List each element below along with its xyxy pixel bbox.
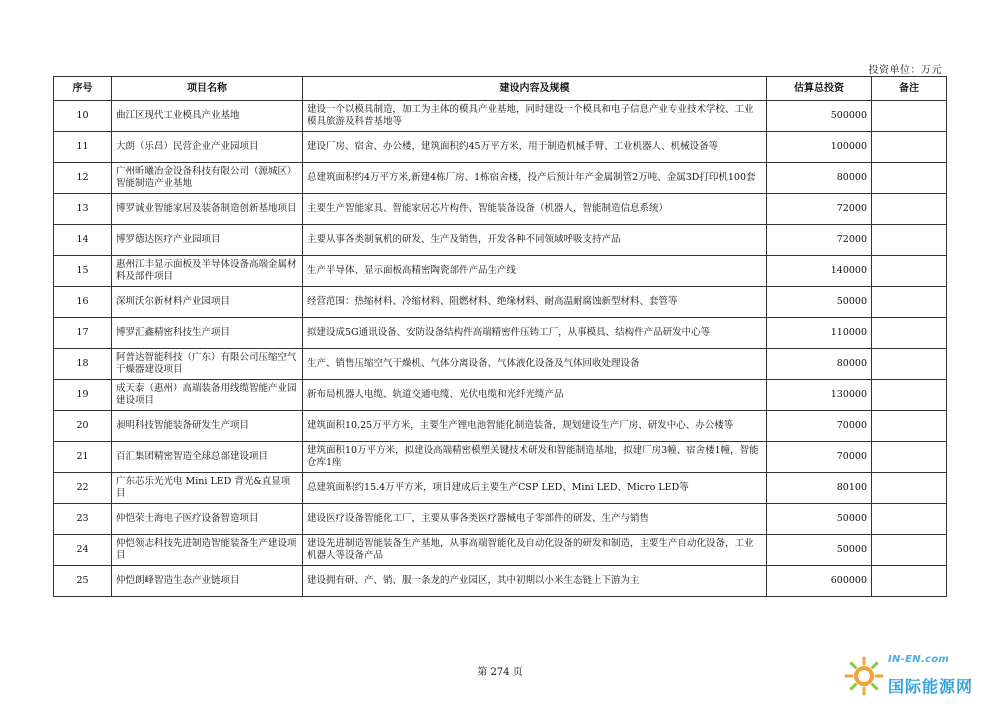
- row-estimated-investment: 80000: [767, 163, 872, 194]
- row-content-scale: 生产、销售压缩空气干燥机、气体分离设备、气体液化设备及气体回收处理设备: [303, 349, 767, 380]
- row-project-name: 仲恺领志科技先进制造智能装备生产建设项目: [112, 535, 303, 566]
- row-serial-no: 21: [54, 442, 112, 473]
- row-estimated-investment: 80100: [767, 473, 872, 504]
- row-project-name: 仲恺荣士海电子医疗设备智造项目: [112, 504, 303, 535]
- page-number: 第 274 页: [477, 667, 523, 678]
- table-row: [54, 194, 947, 225]
- row-serial-no: 19: [54, 380, 112, 411]
- row-content-scale: 建设厂房、宿舍、办公楼，建筑面积约45万平方米，用于制造机械手臂、工业机器人、机械设备等: [303, 132, 767, 163]
- row-estimated-investment: 600000: [767, 566, 872, 597]
- table-row: [54, 411, 947, 442]
- row-estimated-investment: 72000: [767, 194, 872, 225]
- row-estimated-investment: 100000: [767, 132, 872, 163]
- table-row: [54, 101, 947, 132]
- row-content-scale: 建筑面积10.25万平方米，主要生产锂电池智能化制造装备，规划建设生产厂房、研发中心、办公楼等: [303, 411, 767, 442]
- row-content-scale: 建设拥有研、产、销、服一条龙的产业园区，其中初期以小米生态链上下游为主: [303, 566, 767, 597]
- row-estimated-investment: 50000: [767, 535, 872, 566]
- row-estimated-investment: 140000: [767, 256, 872, 287]
- row-project-name: 阿普达智能科技（广东）有限公司压缩空气干燥器建设项目: [112, 349, 303, 380]
- row-project-name: 惠州江丰显示面板及半导体设备高端金属材料及部件项目: [112, 256, 303, 287]
- row-serial-no: 17: [54, 318, 112, 349]
- row-project-name: 博罗德达医疗产业园项目: [112, 225, 303, 256]
- table-row: [54, 442, 947, 473]
- header-serial-no: 序号: [54, 77, 112, 101]
- row-content-scale: 新布局机器人电缆、轨道交通电缆、光伏电缆和光纤光缆产品: [303, 380, 767, 411]
- row-serial-no: 24: [54, 535, 112, 566]
- row-project-name: 广州昕曦冶金设备科技有限公司（源城区）智能制造产业基地: [112, 163, 303, 194]
- row-remarks: [872, 349, 947, 380]
- row-remarks: [872, 442, 947, 473]
- row-project-name: 广东芯乐光光电 Mini LED 背光&直显项目: [112, 473, 303, 504]
- row-serial-no: 22: [54, 473, 112, 504]
- table-row: [54, 256, 947, 287]
- row-estimated-investment: 50000: [767, 504, 872, 535]
- row-remarks: [872, 225, 947, 256]
- row-estimated-investment: 500000: [767, 101, 872, 132]
- row-serial-no: 15: [54, 256, 112, 287]
- watermark-domain: IN-EN.com: [888, 654, 950, 665]
- row-content-scale: 建设医疗设备智能化工厂，主要从事各类医疗器械电子零部件的研发、生产与销售: [303, 504, 767, 535]
- table-row: [54, 535, 947, 566]
- row-serial-no: 11: [54, 132, 112, 163]
- row-remarks: [872, 318, 947, 349]
- row-remarks: [872, 566, 947, 597]
- row-remarks: [872, 194, 947, 225]
- row-content-scale: 生产半导体、显示面板高精密陶瓷部件产品生产线: [303, 256, 767, 287]
- row-remarks: [872, 132, 947, 163]
- row-estimated-investment: 110000: [767, 318, 872, 349]
- project-table: [53, 76, 947, 597]
- table-row: [54, 566, 947, 597]
- row-remarks: [872, 380, 947, 411]
- table-row: [54, 349, 947, 380]
- row-project-name: 大朗（乐昌）民营企业产业园项目: [112, 132, 303, 163]
- row-serial-no: 20: [54, 411, 112, 442]
- table-row: [54, 132, 947, 163]
- row-remarks: [872, 535, 947, 566]
- watermark-logo: [842, 652, 992, 700]
- row-serial-no: 13: [54, 194, 112, 225]
- row-serial-no: 25: [54, 566, 112, 597]
- row-content-scale: 经营范围：热缩材料、冷缩材料、阻燃材料、绝缘材料、耐高温耐腐蚀新型材料、套管等: [303, 287, 767, 318]
- header-estimated-investment: 估算总投资: [767, 77, 872, 101]
- row-estimated-investment: 72000: [767, 225, 872, 256]
- row-project-name: 成天泰（惠州）高端装备用线缆智能产业园建设项目: [112, 380, 303, 411]
- row-remarks: [872, 256, 947, 287]
- table-row: [54, 318, 947, 349]
- row-serial-no: 23: [54, 504, 112, 535]
- row-estimated-investment: 130000: [767, 380, 872, 411]
- table-body: [54, 101, 947, 597]
- row-remarks: [872, 473, 947, 504]
- row-content-scale: 拟建设成5G通讯设备、安防设备结构件高端精密件压铸工厂，从事模具、结构件产品研发中心等: [303, 318, 767, 349]
- row-content-scale: 建筑面积10万平方米，拟建设高端精密模塑关键技术研发和智能制造基地，拟建厂房3幢、宿舍楼1幢，智能仓库1座: [303, 442, 767, 473]
- row-remarks: [872, 163, 947, 194]
- table-row: [54, 287, 947, 318]
- header-remarks: 备注: [872, 77, 947, 101]
- row-content-scale: 总建筑面积约4万平方米,新建4栋厂房、1栋宿舍楼，投产后预计年产金属制管2万吨、金属3D打印机100套: [303, 163, 767, 194]
- header-project-name: 项目名称: [112, 77, 303, 101]
- row-content-scale: 建设一个以模具制造，加工为主体的模具产业基地，同时建设一个模具和电子信息产业专业技术学校、工业模具旅游及科普基地等: [303, 101, 767, 132]
- row-remarks: [872, 101, 947, 132]
- row-serial-no: 18: [54, 349, 112, 380]
- row-remarks: [872, 504, 947, 535]
- row-content-scale: 建设先进制造智能装备生产基地，从事高端智能化及自动化设备的研发和制造，主要生产自动化设备，工业机器人等设备产品: [303, 535, 767, 566]
- watermark-name: 国际能源网: [888, 677, 974, 696]
- table-row: [54, 225, 947, 256]
- row-estimated-investment: 50000: [767, 287, 872, 318]
- row-project-name: 曲江区现代工业模具产业基地: [112, 101, 303, 132]
- row-project-name: 博罗诚业智能家居及装备制造创新基地项目: [112, 194, 303, 225]
- row-estimated-investment: 70000: [767, 411, 872, 442]
- row-serial-no: 14: [54, 225, 112, 256]
- row-project-name: 深圳沃尔新材料产业园项目: [112, 287, 303, 318]
- row-serial-no: 16: [54, 287, 112, 318]
- row-content-scale: 总建筑面积约15.4万平方米，项目建成后主要生产CSP LED、Mini LED、Micro LED等: [303, 473, 767, 504]
- row-project-name: 仲恺朗峰智造生态产业链项目: [112, 566, 303, 597]
- sun-leaf-icon: [842, 652, 890, 700]
- table-row: [54, 504, 947, 535]
- row-content-scale: 主要从事各类制氧机的研发、生产及销售，开发各种不同领域呼吸支持产品: [303, 225, 767, 256]
- row-remarks: [872, 287, 947, 318]
- row-remarks: [872, 411, 947, 442]
- table-row: [54, 473, 947, 504]
- table-header-row: [54, 77, 947, 101]
- row-serial-no: 10: [54, 101, 112, 132]
- row-serial-no: 12: [54, 163, 112, 194]
- row-project-name: 昶明科技智能装备研发生产项目: [112, 411, 303, 442]
- table-row: [54, 163, 947, 194]
- row-estimated-investment: 70000: [767, 442, 872, 473]
- row-project-name: 百汇集团精密智造全球总部建设项目: [112, 442, 303, 473]
- row-estimated-investment: 80000: [767, 349, 872, 380]
- header-content-scale: 建设内容及规模: [303, 77, 767, 101]
- row-content-scale: 主要生产智能家具、智能家居芯片构件、智能装备设备（机器人，智能制造信息系统）: [303, 194, 767, 225]
- row-project-name: 博罗汇鑫精密科技生产项目: [112, 318, 303, 349]
- table-row: [54, 380, 947, 411]
- investment-unit-note: 投资单位：万元: [868, 65, 942, 76]
